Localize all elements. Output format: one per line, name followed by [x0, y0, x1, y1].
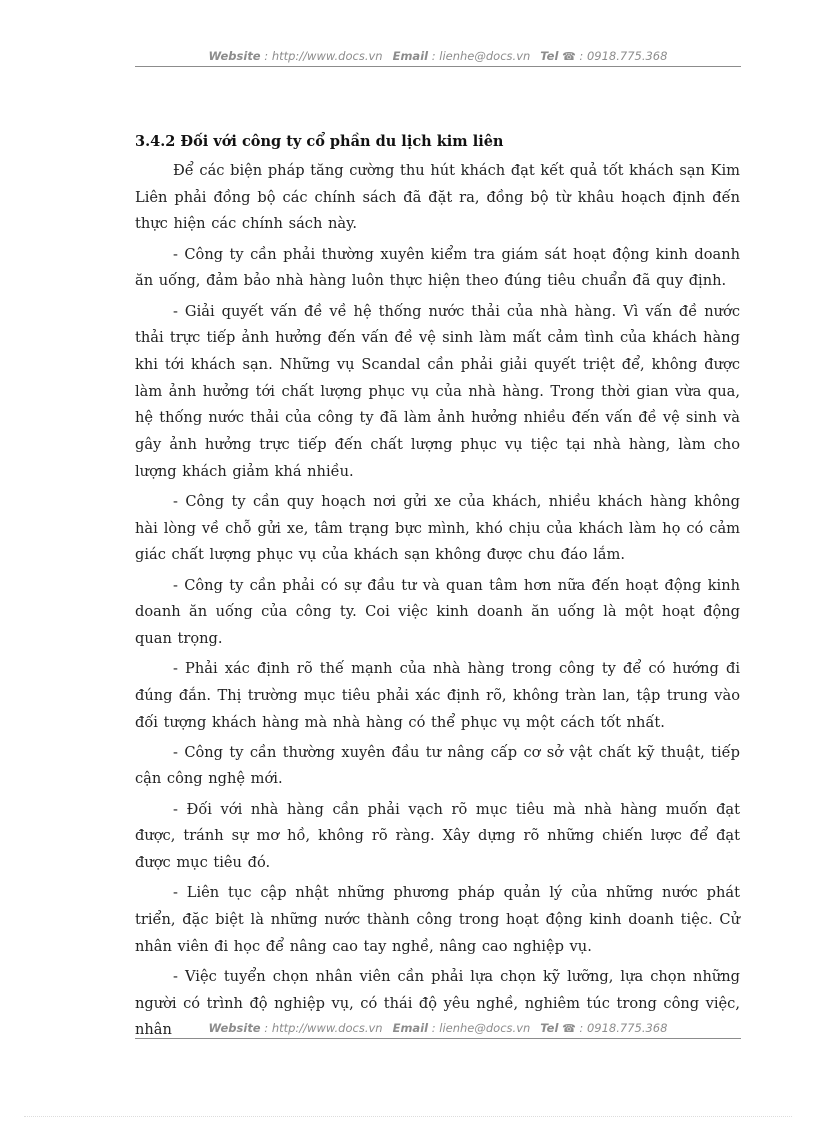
footer-tel-sep: :: [575, 1021, 587, 1035]
phone-icon: ☎: [562, 1022, 576, 1035]
footer-website-sep: :: [260, 1021, 272, 1035]
page-edge-dots: [24, 1116, 792, 1117]
header-tel-value: 0918.775.368: [586, 49, 668, 63]
footer-email-sep: :: [428, 1021, 440, 1035]
footer-tel-label: Tel: [540, 1021, 559, 1035]
paragraph: - Công ty cần phải thường xuyên kiểm tra giám sát hoạt động kinh doanh ăn uống, đảm bảo nhà hàng luôn thực hiện theo đúng tiêu chuẩn đã quy định.: [135, 245, 740, 290]
page-footer: [135, 1020, 741, 1037]
header-tel-label: Tel: [540, 49, 559, 63]
footer-website-link[interactable]: http://www.docs.vn: [271, 1021, 383, 1035]
header-tel-sep: :: [575, 49, 587, 63]
paragraph: - Công ty cần thường xuyên đầu tư nâng cấp cơ sở vật chất kỹ thuật, tiếp cận công nghệ mới.: [135, 743, 740, 788]
footer-website-label: Website: [208, 1021, 261, 1035]
header-website-link[interactable]: http://www.docs.vn: [271, 49, 383, 63]
phone-icon: ☎: [562, 50, 576, 63]
document-body: [135, 130, 740, 1048]
paragraph: - Công ty cần quy hoạch nơi gửi xe của khách, nhiều khách hàng không hài lòng về chỗ gửi xe, tâm trạng bực mình, khó chịu của khách làm họ có cảm giác chất lượng phục vụ của khách sạn không được chu đáo lắm.: [135, 492, 740, 564]
header-email-label: Email: [392, 49, 429, 63]
footer-email-link[interactable]: lienhe@docs.vn: [439, 1021, 531, 1035]
footer-email-label: Email: [392, 1021, 429, 1035]
paragraph: - Giải quyết vấn đề về hệ thống nước thải của nhà hàng. Vì vấn đề nước thải trực tiếp ảnh hưởng đến vấn đề vệ sinh làm mất cảm tình của khách hàng khi tới khách sạn. Những vụ Scandal cần phải giải quyết triệt để, không được làm ảnh hưởng tới chất lượng phục vụ của nhà hàng. Trong thời gian vừa qua, hệ thống nước thải của công ty đã làm ảnh hưởng nhiều đến vấn đề vệ sinh và gây ảnh hưởng trực tiếp đến chất lượng phục vụ tiệc tại nhà hàng, làm cho lượng khách giảm khá nhiều.: [135, 302, 740, 480]
paragraph: - Liên tục cập nhật những phương pháp quản lý của những nước phát triển, đặc biệt là những nước thành công trong hoạt động kinh doanh tiệc. Cử nhân viên đi học để nâng cao tay nghề, nâng cao nghiệp vụ.: [135, 884, 740, 955]
footer-divider: [135, 1038, 741, 1039]
paragraph: - Phải xác định rõ thế mạnh của nhà hàng trong công ty để có hướng đi đúng đắn. Thị trường mục tiêu phải xác định rõ, không tràn lan, tập trung vào đối tượng khách hàng mà nhà hàng có thể phục vụ một cách tốt nhất.: [135, 660, 740, 731]
header-email-sep: :: [428, 49, 440, 63]
header-divider: [135, 66, 741, 67]
paragraph: - Đối với nhà hàng cần phải vạch rõ mục tiêu mà nhà hàng muốn đạt được, tránh sự mơ hồ, không rõ ràng. Xây dựng rõ những chiến lược để đạt được mục tiêu đó.: [135, 800, 740, 872]
footer-tel-value: 0918.775.368: [586, 1021, 668, 1035]
header-website-sep: :: [260, 49, 272, 63]
paragraph: - Công ty cần phải có sự đầu tư và quan tâm hơn nữa đến hoạt động kinh doanh ăn uống của công ty. Coi việc kinh doanh ăn uống là một hoạt động quan trọng.: [135, 576, 740, 647]
page-header: [135, 48, 741, 65]
paragraph: - Việc tuyển chọn nhân viên cần phải lựa chọn kỹ lưỡng, lựa chọn những người có trình độ nghiệp vụ, có thái độ yêu nghề, nghiêm túc trong công việc, nhân: [135, 967, 740, 1039]
header-email-link[interactable]: lienhe@docs.vn: [439, 49, 531, 63]
header-website-label: Website: [208, 49, 261, 63]
section-title: 3.4.2 Đối với công ty cổ phần du lịch kim liên: [135, 133, 504, 150]
paragraph: Để các biện pháp tăng cường thu hút khách đạt kết quả tốt khách sạn Kim Liên phải đồng bộ các chính sách đã đặt ra, đồng bộ từ khâu hoạch định đến thực hiện các chính sách này.: [135, 162, 740, 233]
